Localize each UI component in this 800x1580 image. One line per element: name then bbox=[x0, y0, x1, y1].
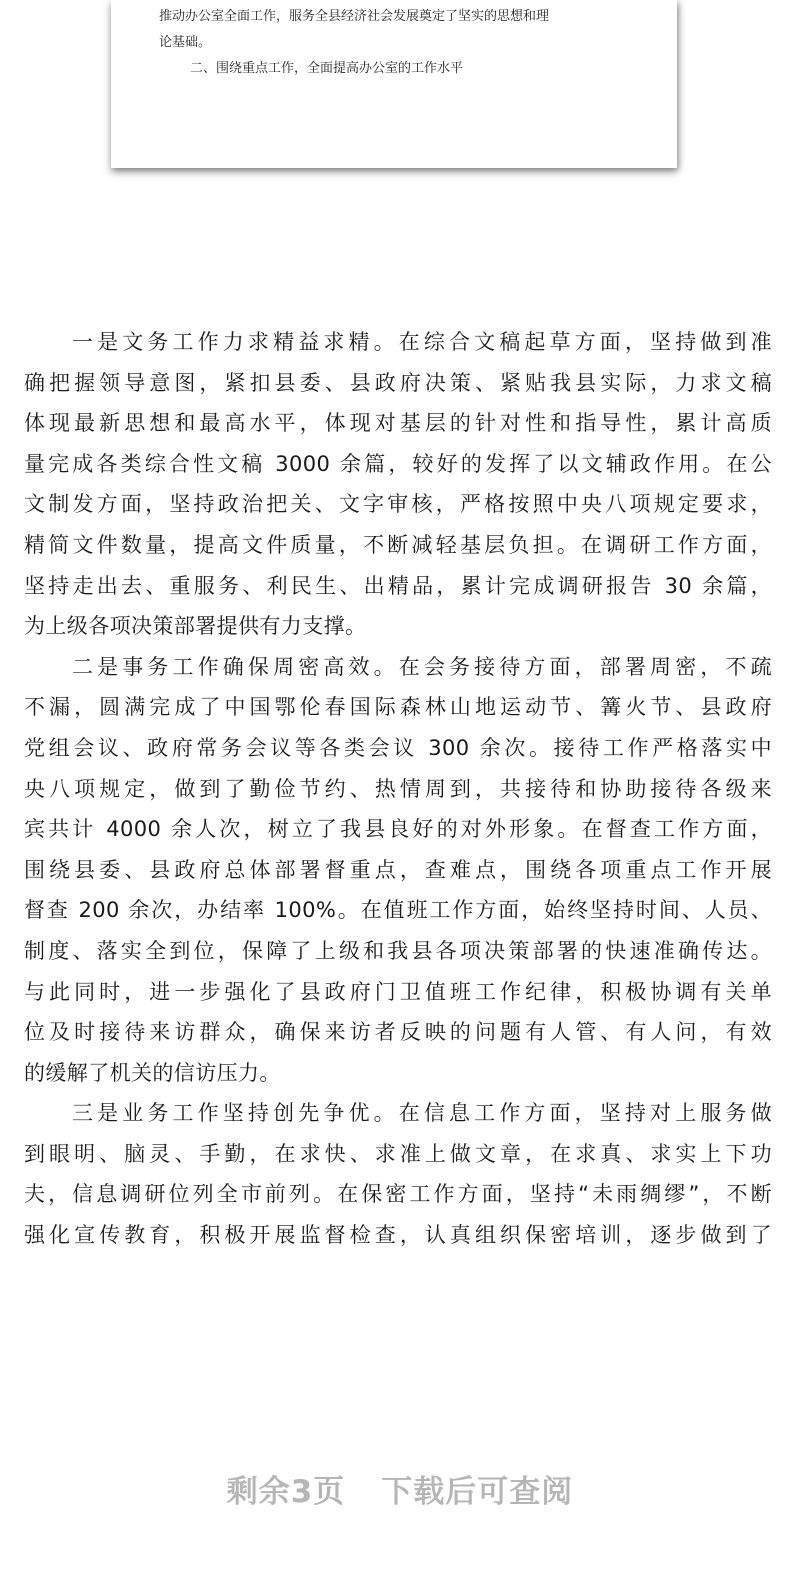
text-line: 体现最新思想和最高水平，体现对基层的针对性和指导性，累计高质 bbox=[24, 411, 772, 436]
document-body bbox=[24, 322, 772, 1256]
text-line: 一是文务工作力求精益求精。在综合文稿起草方面，坚持做到准 bbox=[72, 330, 772, 354]
download-prompt[interactable] bbox=[0, 1466, 800, 1511]
preview-heading: 二、围绕重点工作，全面提高办公室的工作水平 bbox=[190, 61, 464, 76]
text-line: 制度、落实全到位，保障了上级和我县各项决策部署的快速准确传达。 bbox=[24, 938, 772, 963]
text-line: 为上级各项决策部署提供有力支撑。 bbox=[24, 614, 367, 639]
text-line: 的缓解了机关的信访压力。 bbox=[24, 1060, 281, 1085]
text-line: 宾共计 4000 余人次，树立了我县良好的对外形象。在督查工作方面， bbox=[24, 817, 772, 842]
document-preview-card bbox=[111, 0, 677, 168]
text-line: 不漏，圆满完成了中国鄂伦春国际森林山地运动节、篝火节、县政府 bbox=[24, 695, 772, 720]
text-line: 二是事务工作确保周密高效。在会务接待方面，部署周密，不疏 bbox=[72, 654, 772, 679]
preview-line: 推动办公室全面工作，服务全县经济社会发展奠定了坚实的思想和理 bbox=[159, 9, 550, 24]
paragraph-1 bbox=[24, 322, 772, 647]
text-line: 到眼明、脑灵、手勤，在求快、求准上做文章，在求真、求实上下功 bbox=[24, 1141, 772, 1166]
text-line: 量完成各类综合性文稿 3000 余篇，较好的发挥了以文辅政作用。在公 bbox=[24, 451, 772, 476]
text-line: 确把握领导意图，紧扣县委、县政府决策、紧贴我县实际，力求文稿 bbox=[24, 370, 772, 395]
preview-line: 论基础。 bbox=[159, 35, 212, 50]
text-line: 夫，信息调研位列全市前列。在保密工作方面，坚持“未雨绸缪”，不断 bbox=[24, 1182, 772, 1207]
download-to-view-label: 下载后可查阅 bbox=[381, 1474, 574, 1510]
text-line: 位及时接待来访群众，确保来访者反映的问题有人管、有人问，有效 bbox=[24, 1020, 772, 1045]
text-line: 强化宣传教育，积极开展监督检查，认真组织保密培训，逐步做到了 bbox=[24, 1223, 772, 1248]
paragraph-3 bbox=[24, 1093, 772, 1255]
paragraph-2 bbox=[24, 647, 772, 1094]
text-line: 央八项规定，做到了勤俭节约、热情周到，共接待和协助接待各级来 bbox=[24, 776, 772, 801]
text-line: 三是业务工作坚持创先争优。在信息工作方面，坚持对上服务做 bbox=[72, 1101, 772, 1126]
text-line: 党组会议、政府常务会议等各类会议 300 余次。接待工作严格落实中 bbox=[24, 735, 772, 760]
text-line: 精简文件数量，提高文件质量，不断减轻基层负担。在调研工作方面， bbox=[24, 532, 772, 557]
text-line: 文制发方面，坚持政治把关、文字审核，严格按照中央八项规定要求， bbox=[24, 492, 772, 517]
remaining-pages-label: 剩余3页 bbox=[226, 1474, 346, 1510]
text-line: 与此同时，进一步强化了县政府门卫值班工作纪律，积极协调有关单 bbox=[24, 979, 772, 1004]
text-line: 督查 200 余次，办结率 100%。在值班工作方面，始终坚持时间、人员、 bbox=[24, 898, 772, 923]
text-line: 围绕县委、县政府总体部署督重点，查难点，围绕各项重点工作开展 bbox=[24, 857, 772, 882]
text-line: 坚持走出去、重服务、利民生、出精品，累计完成调研报告 30 余篇， bbox=[24, 573, 772, 598]
